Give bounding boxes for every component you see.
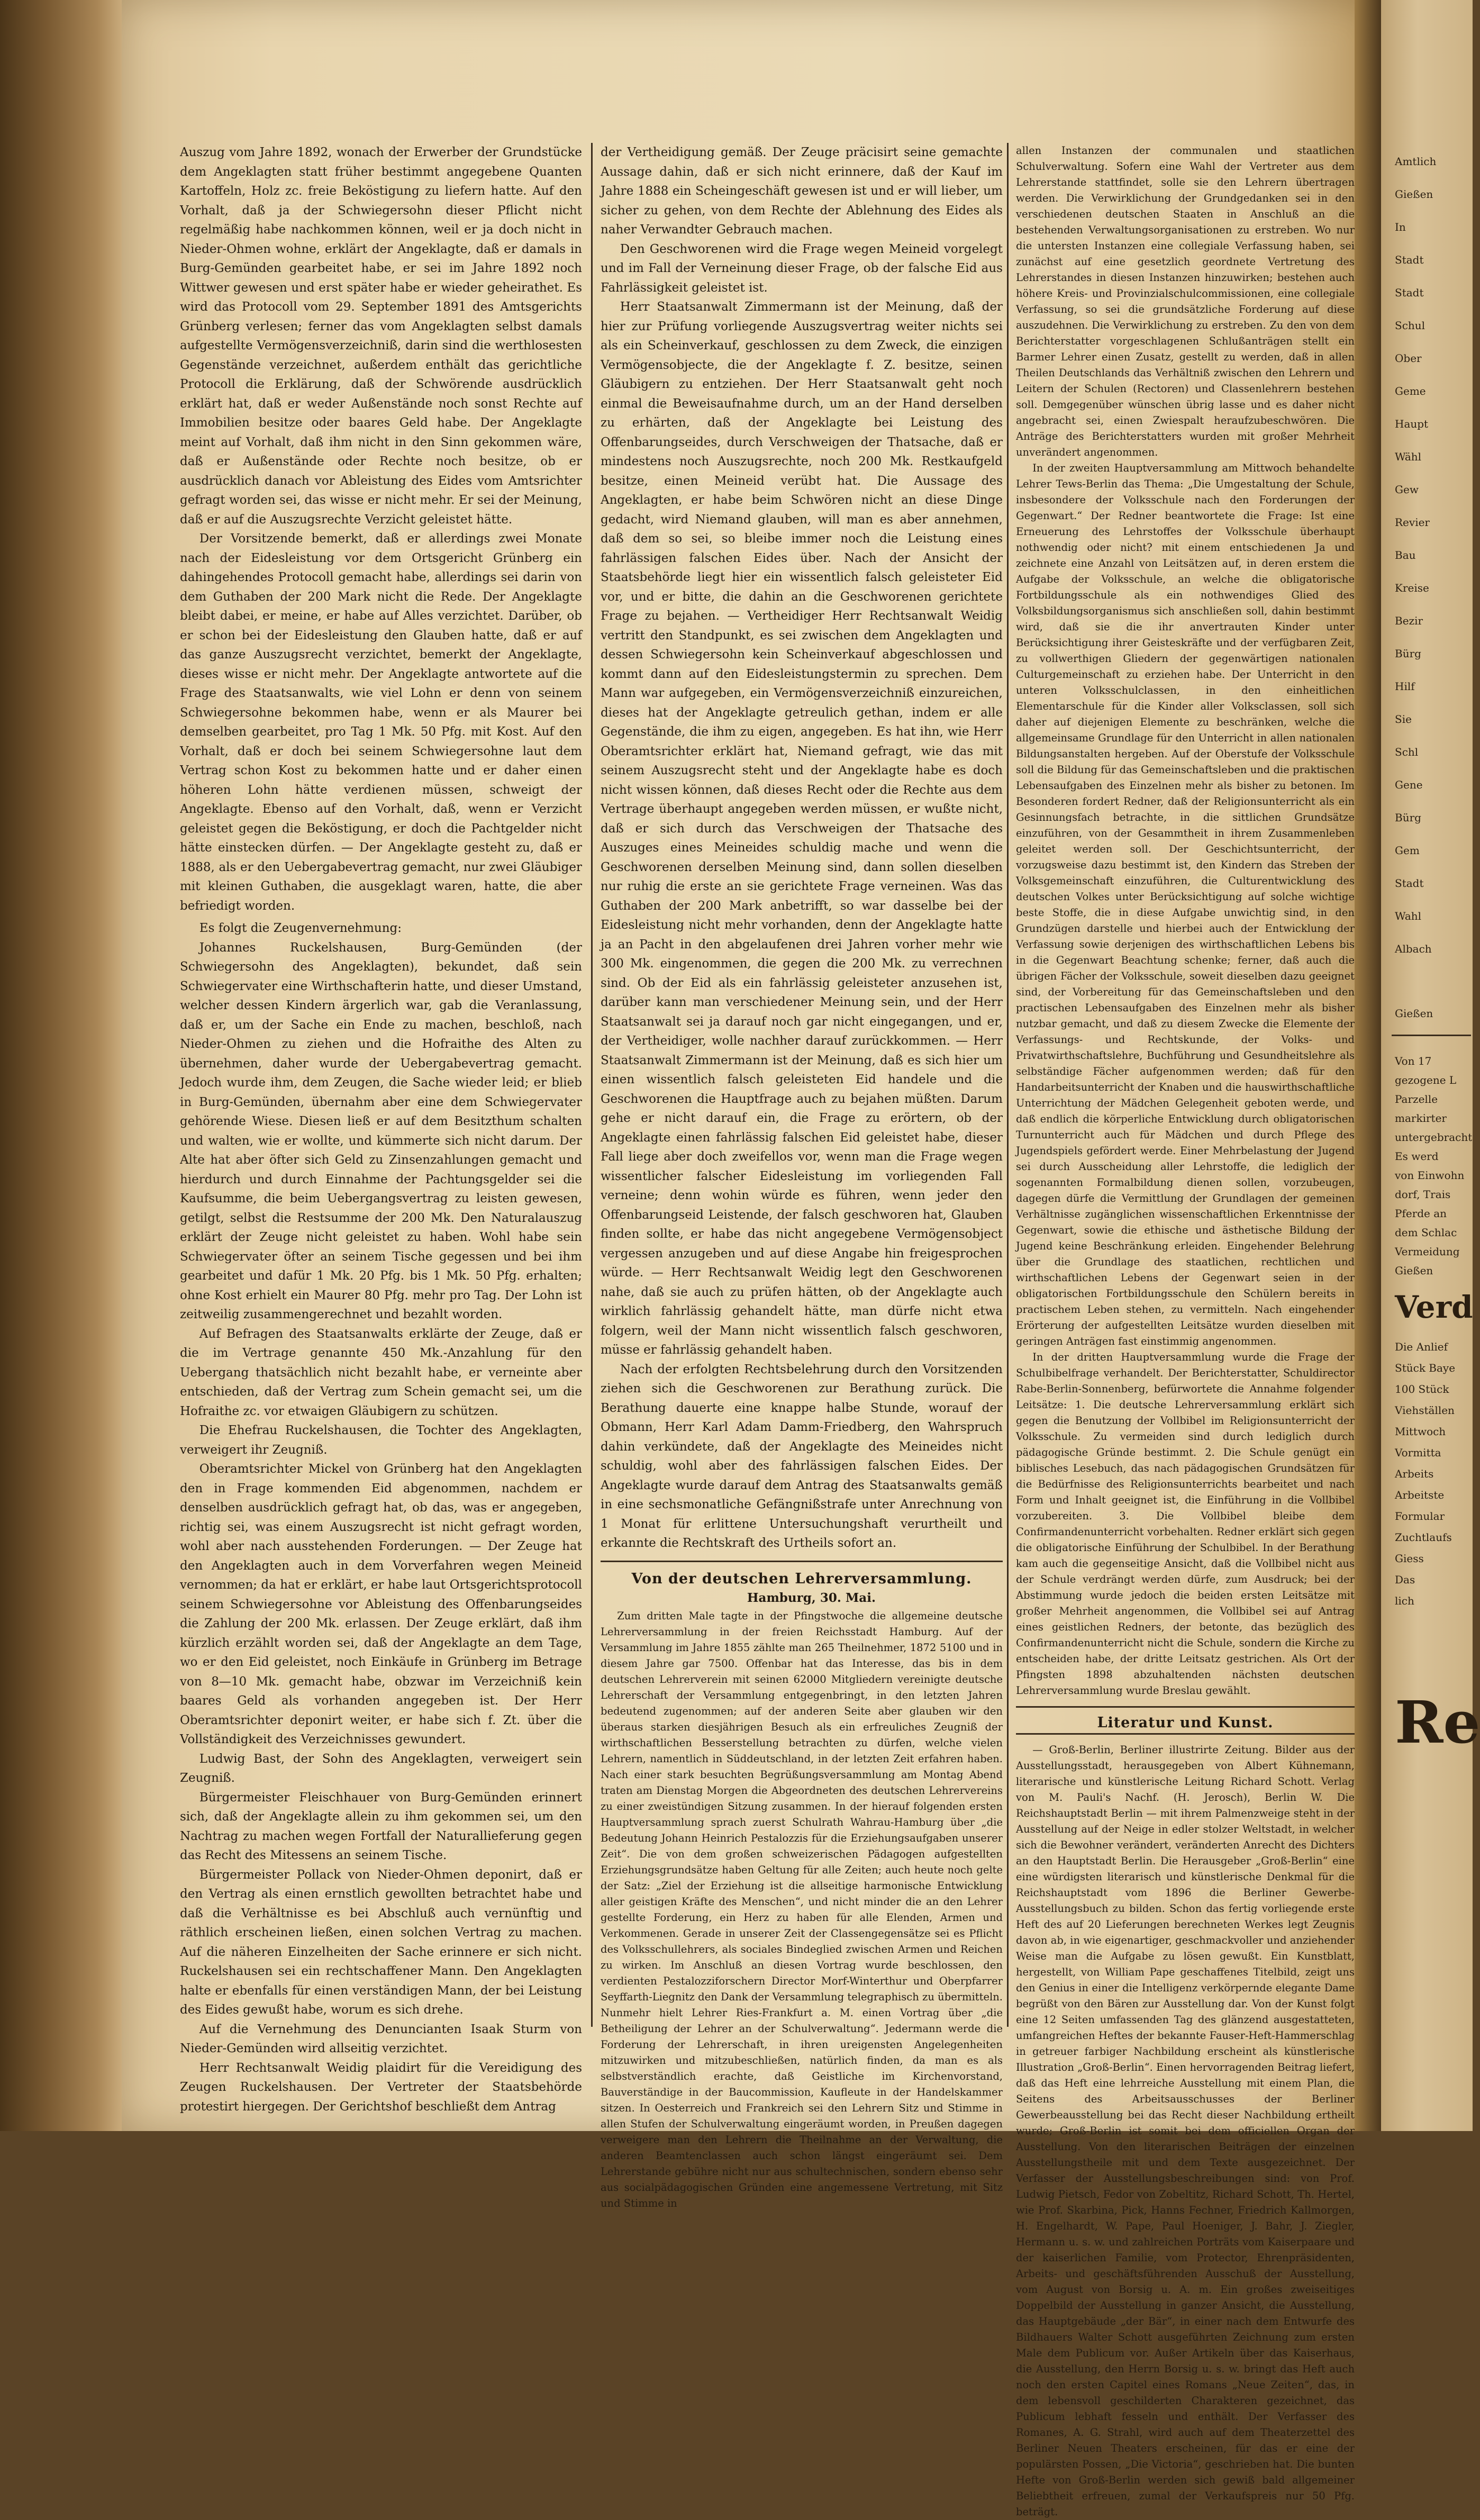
facing-page-line: Bürg <box>1395 811 1421 824</box>
facing-page-line: Das <box>1395 1573 1415 1586</box>
facing-page-line: dem Schlac <box>1395 1226 1457 1239</box>
facing-page-line: untergebracht <box>1395 1131 1473 1144</box>
paragraph: Auf die Vernehmung des Denuncianten Isaak Sturm von Nieder-Gemünden wird allseitig verzichtet. <box>180 2022 582 2055</box>
facing-page-line: Vermeidung <box>1395 1245 1460 1258</box>
facing-page-line: Schl <box>1395 746 1419 758</box>
facing-page-line: Amtlich <box>1395 155 1437 168</box>
column-2-court-report-and-teachers-assembly <box>601 143 1003 2211</box>
column-1-court-report <box>180 143 582 2116</box>
facing-page-line: Vormitta <box>1395 1446 1441 1459</box>
facing-page-line: gezogene L <box>1395 1074 1457 1086</box>
facing-page-line: 100 Stück <box>1395 1383 1449 1395</box>
facing-page-line: von Einwohn <box>1395 1169 1465 1182</box>
facing-page-line: Schul <box>1395 319 1425 332</box>
paragraph: Johannes Ruckelshausen, Burg-Gemünden (der Schwiegersohn des Angeklagten), bekundet, daß sein Schwiegervater eine Wirthschafterin hatte, und dieser Umstand, welcher dessen Kindern ärgerlich war, gab die Veranlassung, daß er, um der Sache ein Ende zu machen, beschloß, nach Nieder-Ohmen zu ziehen und die Hofraithe des Alten zu übernehmen, daher wurde der Uebergabevertrag gemacht. Jedoch wurde ihm, dem Zeugen, die Sache wieder leid; er blieb in Burg-Gemünden, übernahm aber eine dem Schwiegervater gehörende Wiese. Diesen ließ er auf dem Besitzthum schalten und walten, wie er wollte, und kümmerte sich nicht darum. Der Alte hat aber öfter sich Geld zu Zinsenzahlungen gemacht und hierdurch und durch Einnahme der Pachtungsgelder sei die Kaufsumme, die beim Uebergangsvertrag zu leisten gewesen, getilgt, selbst die Restsumme der 200 Mk. Den Naturalauszug erklärt der Zeuge nicht geleistet zu haben. Wohl habe sein Schwiegervater öfter an seinem Tische gegessen und bei ihm gearbeitet und dafür 1 Mk. 20 Pfg. bis 1 Mk. 50 Pfg. erhalten; ohne Kost erhielt ein Maurer 80 Pfg. mehr pro Tag. Der Lohn ist zeitweilig zusammengerechnet und bezahlt worden. <box>180 940 582 1321</box>
facing-page-heading: Re <box>1395 1688 1480 1756</box>
facing-page-line: Revier <box>1395 516 1430 529</box>
facing-page-line: Bezir <box>1395 614 1423 627</box>
facing-page-line: Giess <box>1395 1552 1424 1565</box>
section-heading-literatur-und-kunst: Literatur und Kunst. <box>1097 1715 1274 1731</box>
facing-page-line: In <box>1395 221 1406 233</box>
paragraph: Oberamtsrichter Mickel von Grünberg hat den Angeklagten den in Frage kommenden Eid abgenommen, nachdem er denselben ausdrücklich gefragt hat, ob das, was er angegeben, richtig sei, was einem Auszugsrecht ist nicht gefragt worden, wohl aber nach ausstehenden Forderungen. — Der Zeuge hat den Angeklagten auch in dem Vorverfahren wegen Meineid vernommen; da hat er erklärt, er habe laut Ortsgerichtsprotocoll seinem Schwiegersohne vor Ableistung des Offenbarungseides die Zahlung der 200 Mk. erlassen. Der Zeuge erklärt, daß ihm kürzlich erzählt worden sei, daß der Angeklagte an dem Tage, wo er den Eid geleistet, noch Einkäufe in Grünberg im Betrage von 8—10 Mk. gemacht habe, obzwar im Verzeichniß kein baares Geld als vorhanden angegeben ist. Der Herr Oberamtsrichter deponirt weiter, er habe sich f. Zt. über die Vollständigkeit des Verzeichnisses gewundert. <box>180 1462 582 1746</box>
facing-page-line: Stück Baye <box>1395 1362 1456 1374</box>
facing-page-line: Gew <box>1395 483 1419 496</box>
paragraph: In der dritten Hauptversammlung wurde die Frage der Schulbibelfrage verhandelt. Der Berichterstatter, Schuldirector Rabe-Berlin-Sonnenberg, befürwortete die Annahme folgender Leitsätze: 1. Die deutsche Lehrerversammlung erklärt sich gegen die Benutzung der Vollbibel im Religionsunterricht der Volksschule. Zu vermeiden sind durch lediglich durch pädagogische Gründe bestimmt. 2. Die Schule genügt ein biblisches Lesebuch, das nach pädagogischen Grundsätzen für die Bedürfnisse des Religionsunterrichts bearbeitet und nach Form und Inhalt geeignet ist, die Einführung in die Vollbibel vorzubereiten. 3. Die Vollbibel bleibe dem Confirmandenunterricht vorbehalten. Redner erklärt sich gegen die obligatorische Einführung der Schulbibel. In der Berathung kam auch die gegenseitige Ansicht, daß die Vollbibel nicht aus der Schule verdrängt werden dürfe, zum Ausdruck; bei der Abstimmung wurde jedoch die beiden ersten Leitsätze mit großer Mehrheit angenommen, die Vollbibel sei auf Antrag eines geistlichen Redners, der betonte, das bezüglich des Confirmandenunterricht nicht die Schule, sondern die Kirche zu entscheiden habe, der dritte Leitsatz gestrichen. Als Ort der Pfingsten 1898 abzuhaltenden nächsten deutschen Lehrerversammlung wurde Breslau gewählt. <box>1016 1351 1355 1697</box>
facing-page-line: Von 17 <box>1395 1055 1432 1067</box>
facing-page-line: Die Anlief <box>1395 1340 1448 1353</box>
facing-page-line: Gem <box>1395 844 1420 857</box>
dateline: Hamburg, 30. Mai. <box>747 1591 876 1605</box>
facing-page-line: Es werd <box>1395 1150 1439 1163</box>
facing-page-line: Ober <box>1395 352 1422 365</box>
facing-page-line: Gießen <box>1395 1007 1433 1020</box>
paragraph: Die Ehefrau Ruckelshausen, die Tochter des Angeklagten, verweigert ihr Zeugniß. <box>180 1424 582 1457</box>
facing-page-line: Hilf <box>1395 680 1415 693</box>
facing-page-line: Arbeits <box>1395 1467 1434 1480</box>
paragraph: Den Geschworenen wird die Frage wegen Meineid vorgelegt und im Fall der Verneinung dieser Frage, ob der falsche Eid aus Fahrlässigkeit geleistet ist. <box>601 242 1003 295</box>
paragraph: Bürgermeister Pollack von Nieder-Ohmen deponirt, daß er den Vertrag als einen ernstlich gewollten betrachtet habe und daß die Verhältnisse es bei Abschluß auch vernünftig und räthlich erscheinen ließen, einen solchen Vertrag zu machen. Auf die näheren Einzelheiten der Sache erinnere er sich nicht. Ruckelshausen sei ein rechtschaffener Mann. Den Angeklagten halte er ebenfalls für einen verständigen Mann, der bei Leistung des Eides gewußt habe, worum es sich drehe. <box>180 1868 582 2017</box>
paragraph: Der Vorsitzende bemerkt, daß er allerdings zwei Monate nach der Eidesleistung vor dem Ortsgericht Grünberg ein dahingehendes Protocoll gemacht habe, allerdings sei darin von dem Guthaben der 200 Mark nicht die Rede. Der Angeklagte bleibt dabei, er meine, er habe auf Alles verzichtet. Darüber, ob er schon bei der Eidesleistung den Glauben hatte, daß er auf das ganze Auszugsrecht verzichtet, bemerkt der Angeklagte, dieses wisse er nicht mehr. Der Angeklagte antwortete auf die Frage des Staatsanwalts, wie viel Lohn er denn von seinem Schwiegersohne bekommen habe, wenn er als Maurer bei demselben gearbeitet, pro Tag 1 Mk. 50 Pfg. mit Kost. Auf den Vorhalt, daß er doch bei seinem Schwiegersohne laut dem Vertrag schon Kost zu bekommen hatte und er daher einen höheren Lohn hätte verdienen müssen, schweigt der Angeklagte. Ebenso auf den Vorhalt, daß, wenn er Verzicht geleistet gegen die Beköstigung, er doch die Pachtgelder nicht hätte einstecken dürfen. — Der Angeklagte gesteht zu, daß er 1888, als er den Uebergabevertrag gemacht, nur zwei Gläubiger mit kleinen Guthaben, die ausgeklagt waren, hatte, die aber befriedigt worden. <box>180 532 582 913</box>
facing-page-line: Stadt <box>1395 877 1424 890</box>
facing-page-line: Wähl <box>1395 450 1422 463</box>
book-binding-edge <box>0 0 122 2131</box>
section-rule <box>1016 1706 1355 1708</box>
section-heading-lehrerversammlung: Von der deutschen Lehrerversammlung. <box>631 1570 972 1587</box>
facing-page-line: Haupt <box>1395 418 1429 430</box>
facing-page-line: dorf, Trais <box>1395 1188 1451 1201</box>
paragraph: Nach der erfolgten Rechtsbelehrung durch den Vorsitzenden ziehen sich die Geschworenen zur Berathung zurück. Die Berathung dauerte eine knappe halbe Stunde, worauf der Obmann, Herr Karl Adam Damm-Friedberg, den Wahrspruch dahin verkündete, daß der Angeklagte des Meineides nicht schuldig, wohl aber des fahrlässigen falschen Eides. Der Angeklagte wurde darauf dem Antrag des Staatsanwalts gemäß in eine sechsmonatliche Gefängnißstrafe unter Anrechnung von 1 Monat für erlittene Untersuchungshaft verurtheilt und erkannte die Rechtskraft des Urtheils sofort an. <box>601 1362 1003 1550</box>
facing-page-line: Viehställen <box>1395 1404 1455 1417</box>
paragraph: Herr Rechtsanwalt Weidig plaidirt für die Vereidigung des Zeugen Ruckelshausen. Der Vertreter der Staatsbehörde protestirt hiergegen. Der Gerichtshof beschließt dem Antrag <box>180 2061 582 2114</box>
facing-page-line: Wahl <box>1395 910 1422 922</box>
paragraph: Bürgermeister Fleischhauer von Burg-Gemünden erinnert sich, daß der Angeklagte allein zu ihm gekommen sei, um den Nachtrag zu machen wegen Fortfall der Naturallieferung gegen das Recht des Mitessens an seinem Tische. <box>180 1790 582 1862</box>
facing-page-line: Bau <box>1395 549 1416 561</box>
facing-page-line: Stadt <box>1395 286 1424 299</box>
column-rule <box>1007 143 1009 2027</box>
facing-page-line: Sie <box>1395 713 1412 726</box>
paragraph: allen Instanzen der communalen und staatlichen Schulverwaltung. Sofern eine Wahl der Vertreter aus dem Lehrerstande stattfindet, solle sie den Lehrern übertragen werden. Die Verwirklichung der Grundgedanken sei in den verschiedenen deutschen Staaten in Anschluß an die bestehenden Verwaltungsorganisationen zu erstreben. Wo nur die untersten Instanzen eine collegiale Verfassung haben, sei zunächst auf eine gesetzlich geordnete Vertretung des Lehrerstandes in diesen Instanzen hinzuwirken; bestehen auch höhere Kreis- und Provinzialschulcommissionen, eine collegiale Verfassung, so sei die grundsätzliche Forderung auf diese auszudehnen. Die Verwirklichung zu erstreben. Zu den von dem Berichterstatter vorgeschlagenen Schlußanträgen stellt ein Barmer Lehrer einen Zusatz, gestellt zu werden, daß in allen Theilen Deutschlands das Verhältniß zwischen den Lehrern und Leitern der Schulen (Rectoren) und Classenlehrern bestehen soll. Demgegenüber wünschen übrig lasse und es daher nicht angebracht sei, einen Zwiespalt heraufzubeschwören. Die Anträge des Berichterstatters wurden mit großer Mehrheit unverändert angenommen. <box>1016 144 1355 458</box>
facing-page-line: Parzelle <box>1395 1093 1438 1105</box>
paragraph: der Vertheidigung gemäß. Der Zeuge präcisirt seine gemachte Aussage dahin, daß er sich nicht erinnere, daß der Kauf im Jahre 1888 ein Scheingeschäft gewesen ist und er will lieber, um sicher zu gehen, von dem Rechte der Ablehnung des Eides als naher Verwandter Gebrauch machen. <box>601 146 1003 237</box>
section-rule <box>1016 1733 1355 1735</box>
paragraph: Auszug vom Jahre 1892, wonach der Erwerber der Grundstücke dem Angeklagten statt früher bestimmt angegebene Quanten Kartoffeln, Holz zc. freie Beköstigung zu liefern hatte. Auf den Vorhalt, daß ja der Schwiegersohn dieser Pflicht nicht regelmäßig habe nachkommen können, weil er ja doch nicht in Nieder-Ohmen wohne, erklärt der Angeklagte, daß er damals in Burg-Gemünden gearbeitet habe, er sei im Jahre 1892 noch Wittwer gewesen und erst später habe er wieder geheirathet. Es wird das Protocoll vom 29. September 1891 des Amtsgerichts Grünberg verlesen; ferner das vom Angeklagten selbst damals aufgestellte Vermögensverzeichniß, darin sind die werthlosesten Gegenstände verzeichnet, außerdem enthält das gerichtliche Protocoll die Erklärung, daß der Schwörende ausdrücklich erklärt hat, daß er weder Außenstände noch sonst Rechte auf Immobilien besitze oder baares Geld habe. Der Angeklagte meint auf Vorhalt, daß ihm nicht in den Sinn gekommen wäre, daß er Außenstände oder Rechte noch besitze, ob er ausdrücklich danach vor Ableistung des Eides vom Amtsrichter gefragt worden sei, das wisse er nicht mehr. Er sei der Meinung, daß er auf die Auszugsrechte Verzicht geleistet hätte. <box>180 146 582 527</box>
paragraph: Herr Staatsanwalt Zimmermann ist der Meinung, daß der hier zur Prüfung vorliegende Auszugsvertrag weiter nichts sei als ein Scheinverkauf, geschlossen zu dem Zweck, die einzigen Vermögensobjecte, die der Angeklagte f. Z. besitze, seinen Gläubigern zu entziehen. Der Herr Staatsanwalt geht noch einmal die Beweisaufnahme durch, um an der Hand derselben zu erhärten, daß der Angeklagte bei Leistung des Offenbarungseides, durch Verschweigen der Thatsache, daß er mindestens noch Auszugsrechte, noch 200 Mk. Restkaufgeld besitze, einen Meineid verübt hat. Die Aussage des Angeklagten, er habe beim Schwören nicht an diese Dinge gedacht, wird Niemand glauben, will man es aber annehmen, daß dem so sei, so bleibe immer noch die Leistung eines fahrlässigen falschen Eides über. Nach der Ansicht der Staatsbehörde liegt hier ein wissentlich falsch geleisteter Eid vor, und er bitte, die dahin an die Geschworenen gerichtete Frage zu bejahen. — Vertheidiger Herr Rechtsanwalt Weidig vertritt den Standpunkt, es sei zwischen dem Angeklagten und dessen Schwiegersohn kein Scheinverkauf abgeschlossen und kommt dann auf den Eidesleistungstermin zu sprechen. Dem Mann war aufgegeben, ein Vermögensverzeichniß einzureichen, dieses hat der Angeklagte getreulich gethan, indem er alle Gegenstände, die ihm zu eigen, angegeben. Es hat ihn, wie Herr Oberamtsrichter erklärt hat, Niemand gefragt, wie das mit seinem Auszugsrecht steht und der Angeklagte habe es doch nicht wissen können, daß dieses Recht oder die Rechte aus dem Vertrage überhaupt angegeben werden müssen, er wußte nicht, daß er sich durch das Verschweigen der Thatsache des Auszuges eines Meineides schuldig mache und wenn die Geschworenen derselben Meinung sind, dann sollen dieselben nur ruhig die erste an sie gerichtete Frage verneinen. Was das Guthaben der 200 Mark anbetrifft, so war dasselbe bei der Eidesleistung nicht mehr vorhanden, denn der Angeklagte hatte ja an Pacht in den abgelaufenen drei Jahren vorher mehr wie 300 Mk. eingenommen, die gegen die 200 Mk. zu verrechnen sind. Ob der Eid als ein fahrlässig geleisteter anzusehen ist, darüber kann man verschiedener Meinung sein, und der Herr Staatsanwalt sei ja darauf noch gar nicht eingegangen, und er, der Vertheidiger, wolle nachher darauf zurückkommen. — Herr Staatsanwalt Zimmermann ist der Meinung, daß es sich hier um einen wissentlich falsch geleisteten Eid handele und die Geschworenen die Hauptfrage auch zu bejahen müßten. Darum gehe er nicht darauf ein, die Frage zu erörtern, ob der Angeklagte einen fahrlässig falschen Eid geleistet habe, dieser Fall liege aber doch zweifellos vor, wenn man die Frage wegen wissentlicher falscher Eidesleistung im vorliegenden Fall verneine; denn wohin würde es führen, wenn jeder den Offenbarungseid Leistende, der falsch geschworen hat, Glauben finden sollte, er habe das nicht angegebene Vermögensobject vergessen anzugeben und auf diese Angabe hin freigesprochen würde. — Herr Rechtsanwalt Weidig legt den Geschworenen nahe, daß sie auch zu prüfen hätten, ob der Angeklagte auch wirklich fahrlässig gehandelt hätte, man dürfe nicht etwa folgern, weil der Mann nicht wissentlich falsch geschworen, müsse er fahrlässig gehandelt haben. <box>601 300 1003 1357</box>
facing-page-heading: Verd <box>1395 1289 1473 1325</box>
paragraph: Es folgt die Zeugenvernehmung: <box>199 921 402 935</box>
facing-page-line: Gießen <box>1395 188 1433 201</box>
facing-page-line: markirter <box>1395 1112 1447 1125</box>
facing-page-line: Geme <box>1395 385 1426 397</box>
facing-page-line: Albach <box>1395 942 1432 955</box>
column-rule <box>591 143 593 2027</box>
paragraph: Zum dritten Male tagte in der Pfingstwoche die allgemeine deutsche Lehrerversammlung in der freien Reichsstadt Hamburg. Auf der Versammlung im Jahre 1855 zählte man 265 Theilnehmer, 1872 5100 und in diesem Jahre gar 7500. Offenbar hat das Interesse, das bis in dem deutschen Lehrerverein mit seinen 62000 Mitgliedern vereinigte deutsche Lehrerschaft der Versammlung entgegenbringt, in den letzten Jahren bedeutend zugenommen; auf der anderen Seite aber glauben wir den überaus starken diesjährigen Besuch als ein erfreuliches Zeugniß der wirthschaftlichen Besserstellung betrachten zu dürfen, welche vielen Lehrern, namentlich in Süddeutschland, in der letzten Zeit erfahren haben. Nach einer stark besuchten Begrüßungsversammlung am Montag Abend traten am Dienstag Morgen die Abgeordneten des deutschen Lehrervereins zu einer zweistündigen Sitzung zusammen. In der hierauf folgenden ersten Hauptversammlung sprach zuerst Schulrath Wahrau-Hamburg über „die Bedeutung Johann Heinrich Pestalozzis für die Erziehungsaufgaben unserer Zeit“. Die von dem großen schweizerischen Pädagogen aufgestellten Erziehungsgrundsätze haben Geltung für alle Zeiten; auch heute noch gelte der Satz: „Ziel der Erziehung ist die allseitige harmonische Entwicklung aller geistigen Kräfte des Menschen“, und nicht minder die an den Lehrer gestellte Forderung, ein Herz zu haben für alle Elenden, Armen und Verkommenen. Gerade in unserer Zeit der Classengegensätze sei es Pflicht des Volksschullehrers, als sociales Bindeglied zwischen Armen und Reichen zu wirken. Im Anschluß an diesen Vortrag wurde beschlossen, den verdienten Pestalozziforschern Director Morf-Winterthur und Oberpfarrer Seyffarth-Liegnitz den Dank der Versammlung telegraphisch zu übermitteln. Nunmehr hielt Lehrer Ries-Frankfurt a. M. einen Vortrag über „die Betheiligung der Lehrer an der Schulverwaltung“. Jedermann werde die Forderung der Lehrerschaft, in ihren ureigensten Angelegenheiten mitzuwirken und mitzubeschließen, natürlich finden, da man es als selbstverständlich erachte, daß Geistliche im Kirchenvorstand, Bauverständige in der Baucommission, Kaufleute in der Handelskammer sitzen. In Oesterreich und Frankreich sei den Lehrern Sitz und Stimme in allen Stufen der Schulverwaltung eingeräumt worden, in Preußen dagegen verweigere man den Lehrern die Theilnahme an der Verwaltung, die anderen Beamtenclassen auch schon längst eingeräumt sei. Dem Lehrerstande gebühre nicht nur aus schultechnischen, sondern ebenso sehr aus socialpädagogischen Gründen eine angemessene Vertretung, mit Sitz und Stimme in <box>601 1609 1003 2209</box>
facing-page-line: Stadt <box>1395 253 1424 266</box>
paragraph: — Groß-Berlin, Berliner illustrirte Zeitung. Bilder aus der Ausstellungsstadt, herausgegeben von Albert Kühnemann, literarische und künstlerische Leitung Richard Schott. Verlag von M. Pauli's Nachf. (H. Jerosch), Berlin W. Die Reichshauptstadt Berlin — mit ihrem Palmenzweige steht in der Ausstellung auf der Neige in edler stolzer Weltstadt, in welcher sich die Bewohner verändert, veränderten Anrecht des Dichters an den Hauptstadt Berlin. Die Herausgeber „Groß-Berlin“ eine eine würdigsten literarisch und künstlerische Denkmal für die Reichshauptstadt vom 1896 die Berliner Gewerbe-Ausstellungsbuch zu bilden. Schon das fertig vorliegende erste Heft des auf 20 Lieferungen berechneten Werkes legt Zeugnis davon ab, in wie eigenartiger, geschmackvoller und anziehender Weise man die Aufgabe zu lösen gewußt. Ein Kunstblatt, hergestellt, von William Pape geschaffenes Titelbild, zeigt uns den Genius in einer die Intelligenz verkörpernde elegante Dame begrüßt von den Bären zur Ausstellung dar. Von der Kunst folgt eine 12 Seiten umfassenden Tag des glänzend ausgestatteten, umfangreichen Heftes der bekannte Fauser-Heft-Hammerschlag in getreuer farbiger Nachbildung erscheint als künstlerische Illustration „Groß-Berlin“. Einen hervorragenden Beitrag liefert, daß das Heft eine lehrreiche Ausstellung mit einem Plan, die Seitens des Arbeitsausschusses der Berliner Gewerbeausstellung bei das Recht dieser Nachbildung ertheilt wurde; Groß-Berlin ist somit bei dem officiellen Organ der Ausstellung. Von den literarischen Beiträgen der einzelnen Ausstellungstheile mit und dem Texte ausgezeichnet. Der Verfasser der Ausstellungsbeschreibungen sind: von Prof. Ludwig Pietsch, Fedor von Zobeltitz, Richard Schott, Th. Hertel, wie Prof. Skarbina, Pick, Hanns Fechner, Friedrich Kallmorgen, H. Engelhardt, W. Pape, Paul Hoeniger, J. Bahr, J. Ziegler, Hermann u. s. w. und zahlreichen Porträts vom Kaiserpaare und der kaiserlichen Familie, vom Protector, Ehrenpräsidenten, Arbeits- und geschäftsführenden Ausschuß der Ausstellung, vom August von Borsig u. A. m. Ein großes zweiseitiges Doppelbild der Ausstellung in ganzer Ansicht, die Ausstellung, das Hauptgebäude „der Bär“, in einer nach dem Entwurfe des Bildhauers Walter Schott ausgeführten Zeichnung zum ersten Male dem Publicum vor. Außer Artikeln über das Kaiserhaus, die Ausstellung, den Herrn Borsig u. s. w. bringt das Heft auch noch den ersten Capitel eines Romans „Neue Zeiten“, das, in dem lebensvoll geschilderten Charakteren gezeichnet, das Publicum lebhaft fesseln und enthält. Der Verfasser des Romanes, A. G. Strahl, wird auch auf dem Theaterzettel des Berliner Neuen Theaters erscheinen, für das er eine der populärsten Possen, „Die Victoria“, geschrieben hat. Die bunten Hefte von Groß-Berlin werden sich gewiß bald allgemeiner Beliebtheit erfreuen, zumal der Verkaufspreis nur 50 Pfg. beträgt. <box>1016 1744 1355 2518</box>
section-rule <box>1392 1035 1471 1036</box>
facing-page-line: Gießen <box>1395 1264 1433 1277</box>
facing-page-line: Gene <box>1395 778 1423 791</box>
facing-page-line: Kreise <box>1395 582 1429 594</box>
paragraph: Auf Befragen des Staatsanwalts erklärte der Zeuge, daß er die im Vertrage genannte 450 Mk.-Anzahlung für den Uebergang thatsächlich nicht bezahlt habe, er verneinte aber entschieden, daß der Vertrag zum Schein gemacht sei, um die Hofraithe zc. vor etwaigen Gläubigern zu schützen. <box>180 1327 582 1418</box>
facing-page-fragment <box>1381 0 1480 2131</box>
facing-page-line: Bürg <box>1395 647 1421 660</box>
facing-page-line: Arbeitste <box>1395 1489 1445 1501</box>
facing-page-line: Formular <box>1395 1510 1445 1522</box>
facing-page-line: Mittwoch <box>1395 1425 1446 1438</box>
section-rule <box>601 1561 1003 1562</box>
paragraph: Ludwig Bast, der Sohn des Angeklagten, verweigert sein Zeugniß. <box>180 1752 582 1785</box>
facing-page-line: Zuchtlaufs <box>1395 1531 1452 1544</box>
facing-page-line: Pferde an <box>1395 1207 1447 1220</box>
facing-page-line: lich <box>1395 1594 1414 1607</box>
column-3-teachers-assembly-and-literature <box>1016 143 1355 2520</box>
paragraph: In der zweiten Hauptversammlung am Mittwoch behandelte Lehrer Tews-Berlin das Thema: „Die Umgestaltung der Schule, insbesondere der Volksschule nach den Forderungen der Gegenwart.“ Der Redner beantwortete die Frage: Ist eine Erneuerung des Lehrstoffes der Volksschule überhaupt nothwendig oder nicht? mit einem entschiedenen Ja und zeichnete eine Anzahl von Leitsätzen auf, in deren erstem die Aufgabe der Volksschule, an welche die obligatorische Fortbildungsschule als ein nothwendiges Glied des Volksbildungsorganismus sich anschließen soll, dahin bestimmt wird, daß sie die ihr anvertrauten Kinder unter Berücksichtigung ihrer Geisteskräfte und der verfügbaren Zeit, zu vollwerthigen Gliedern der gegenwärtigen nationalen Culturgemeinschaft zu erziehen habe. Der Unterricht in den unteren Volksschulclassen, in den einheitlichen Elementarschule für die Kinder aller Volksclassen, soll sich daher auf diejenigen Elemente zu beschränken, welche die allgemeinsame Grundlage für den Unterricht in allen nationalen Bildungsanstalten hergeben. Auf der Oberstufe der Volksschule soll die Bildung für das Gemeinschaftsleben und die praktischen Lebensaufgaben des Einzelnen mehr als bisher zu betonen. Im Besonderen fordert Redner, daß der Religionsunterricht als ein Gesinnungsfach betrachte, in die sittlichen Grundsätze einzuführen, von der Gesammtheit in ihrem Zusammenleben geleitet werden soll. Der Geschichtsunterricht, der vorzugsweise dazu bestimmt ist, den Kindern das Streben der Volksgemeinschaft einzuführen, die Culturentwicklung des deutschen Volkes unter Berücksichtigung auf solche wichtige beste Stoffe, die in diese Aufgabe unwichtig sind, in den Grundzügen darstelle und hierbei auch der Entwicklung der Verfassung sowie derjenigen des wirthschaftlichen Lebens bis in die Gegenwart Beachtung schenke; ferner, daß auch die übrigen Fächer der Volksschule, soweit dieselben dazu geeignet sind, der Vorbereitung für das Gemeinschaftsleben und den practischen Lebensaufgaben des Einzelnen mehr als bisher nutzbar gemacht, und daß zu diesem Zwecke die Elemente der Verfassungs- und Rechtskunde, der Volks- und Privatwirthschaftslehre, Buchführung und Gesundheitslehre als selbständige Fächer aufgenommen werden; daß für den Handarbeitsunterricht der Knaben und die hauswirthschaftliche Unterrichtung der Mädchen Gelegenheit geboten werde, und daß endlich die körperliche Entwicklung durch obligatorischen Turnunterricht auch für Mädchen und durch Pflege des Jugendspiels gefördert werde. Einer Mehrbelastung der Jugend sei durch Ausscheidung aller Lehrstoffe, die lediglich der sogenannten Formalbildung dienen sollen, vorzubeugen, dagegen dürfe die Vermittlung der Grundlagen der gemeinen Verhältnisse zugänglichen wissenschaftlichen Erkenntnisse der Gegenwart, sowie die ethische und ästhetische Bildung der Jugend keine Beschränkung erleiden. Eingehender Belehrung über die Grundlage des staatlichen, rechtlichen und wirthschaftlichen Lebens der Gegenwart seien in der obligatorischen Fortbildungsschule den Schülern bereits in practischem Leben stehen, zu vermitteln. Nach eingehender Erörterung der aufgestellten Leitsätze wurden dieselben mit geringen Anträgen fast einstimmig angenommen. <box>1016 462 1355 1347</box>
